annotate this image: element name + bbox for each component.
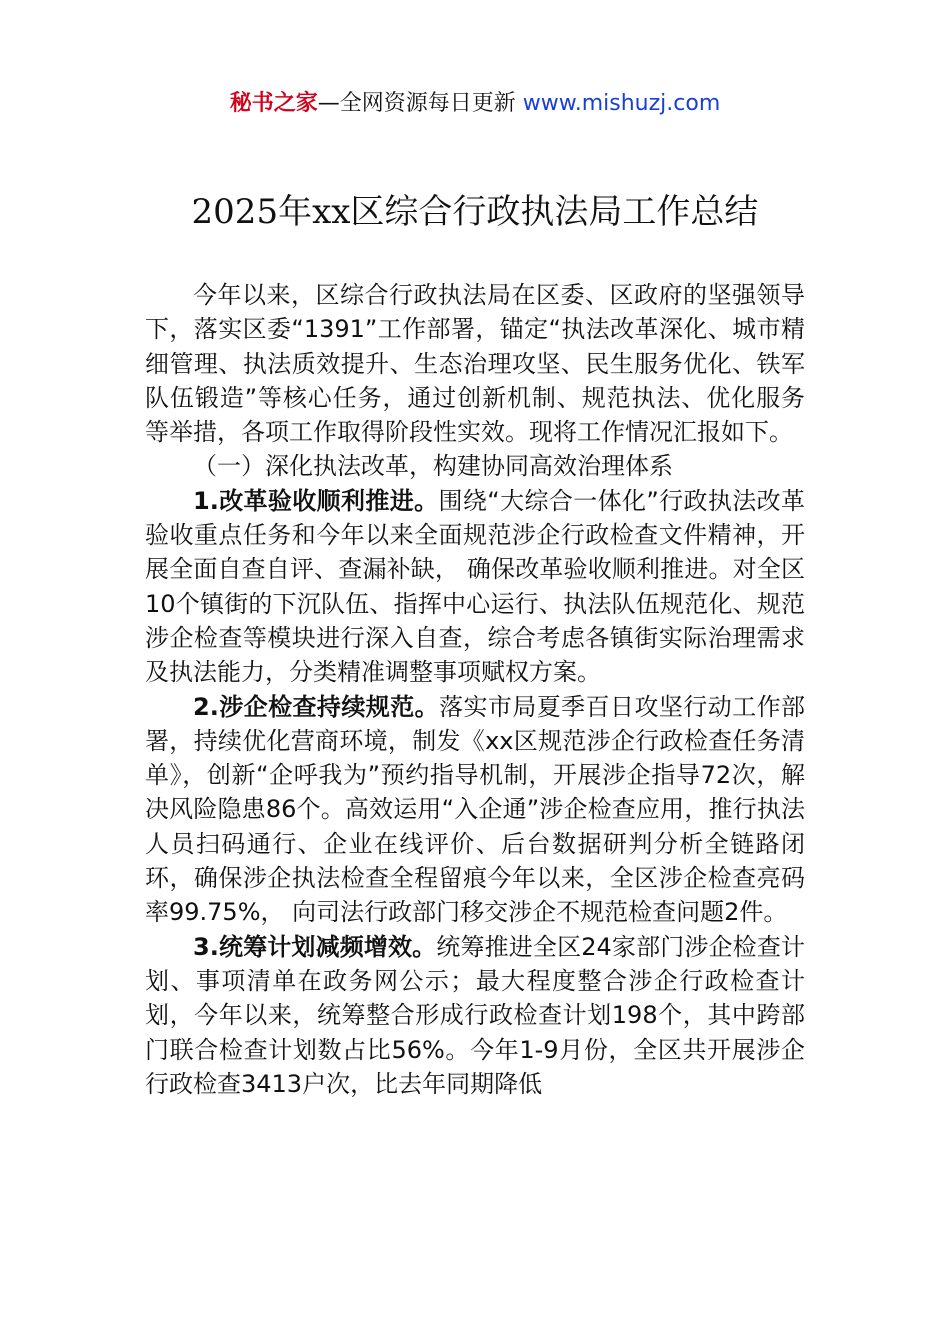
section-heading: （一）深化执法改革，构建协同高效治理体系	[193, 452, 673, 481]
item-lead-2: 2.涉企检查持续规范。	[193, 692, 440, 721]
item-text-3: 统筹推进全区24家部门涉企检查计划、事项清单在政务网公示；最大程度整合涉企行政检查计划，今年以来，统筹整合形成行政检查计划198个，其中跨部门联合检查计划数占比56%。今年1-9月份，全区共开展涉企行政检查3413户次，比去年同期降低	[145, 932, 805, 1098]
item-lead-1: 1.改革验收顺利推进。	[193, 486, 439, 515]
item-paragraph-2	[145, 690, 805, 930]
site-header	[0, 88, 950, 120]
site-url-link[interactable]: www.mishuzj.com	[522, 91, 721, 116]
document-body	[145, 278, 805, 1101]
item-paragraph-3	[145, 930, 805, 1101]
item-text-2: 落实市局夏季百日攻坚行动工作部署，持续优化营商环境，制发《xx区规范涉企行政检查任务清单》，创新“企呼我为”预约指导机制，开展涉企指导72次，解决风险隐患86个。高效运用“入企通”涉企检查应用，推行执法人员扫码通行、企业在线评价、后台数据研判分析全链路闭环，确保涉企执法检查全程留痕今年以来，全区涉企检查亮码率99.75%， 向司法行政部门移交涉企不规范检查问题2件。	[145, 692, 805, 927]
site-tagline: —全网资源每日更新	[317, 91, 516, 116]
item-text-1: 围绕“大综合一体化”行政执法改革验收重点任务和今年以来全面规范涉企行政检查文件精神，开展全面自查自评、查漏补缺， 确保改革验收顺利推进。对全区10个镇街的下沉队伍、指挥中心运行、执法队伍规范化、规范涉企检查等模块进行深入自查，综合考虑各镇街实际治理需求及执法能力，分类精准调整事项赋权方案。	[145, 486, 805, 687]
item-paragraph-1	[145, 484, 805, 690]
site-brand: 秘书之家	[229, 91, 318, 116]
intro-paragraph: 今年以来，区综合行政执法局在区委、区政府的坚强领导下，落实区委“1391”工作部署，锚定“执法改革深化、城市精细管理、执法质效提升、生态治理攻坚、民生服务优化、铁军队伍锻造”等核心任务，通过创新机制、规范执法、优化服务等举措，各项工作取得阶段性实效。现将工作情况汇报如下。	[145, 281, 805, 447]
document-title: 2025年xx区综合行政执法局工作总结	[191, 192, 759, 232]
item-lead-3: 3.统筹计划减频增效。	[193, 932, 437, 961]
